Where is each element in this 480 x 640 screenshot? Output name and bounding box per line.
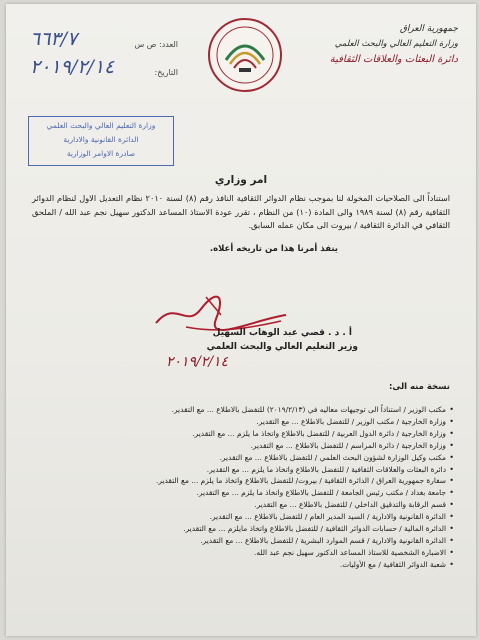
list-item: • الدائرة المالية / حسابات الدوائر الثقافية / للتفضل بالاطلاع واتخاذ مايلزم ... مع التقدير. [24,523,454,535]
list-item: • الدائرة القانونية والادارية / قسم الموارد البشرية / للتفضل بالاطلاع ... مع التقدير. [24,535,454,547]
stamp-line-3: صادرة الاوامر الوزارية [66,149,136,158]
reference-number: ٦٦٣/٧ [30,28,78,50]
list-item: • سفارة جمهورية العراق / الدائرة الثقافية / بيروت/ للتفضل بالاطلاع واتخاذ ما يلزم ... مع التقدير. [24,475,454,487]
stamp-line-1: وزارة التعليم العالي والبحث العلمي [46,121,156,130]
list-item: • قسم الرقابة والتدقيق الداخلي / للتفضل بالاطلاع ... مع التقدير. [24,499,454,511]
letterhead-right [330,22,458,67]
execution-clause: ينفذ أمرنا هذا من تاريخه أعلاه. [209,244,338,254]
list-item: • وزارة الخارجية / دائرة الدول العربية / للتفضل بالاطلاع واتخاذ ما يلزم ... مع التقدير. [24,428,454,440]
order-title: امر وزاري [214,174,268,186]
ministry-seal-logo [206,16,284,94]
list-item: • الدائرة القانونية والادارية / السيد المدير العام / للتفضل بالاطلاع ... مع التقدير. [24,511,454,523]
signer-block [207,326,358,354]
department-name: دائرة البعثات والعلاقات الثقافية [329,54,458,65]
ministry-name: وزارة التعليم العالي والبحث العلمي [334,39,458,49]
stamp-line-2: الدائرة القانونية والادارية [63,135,139,144]
document-page [6,4,476,636]
signer-name: أ . د . قصي عبد الوهاب السهيل [212,328,352,338]
reference-block [28,28,178,84]
list-item: • مكتب وكيل الوزارة لشؤون البحث العلمي / للتفضل بالاطلاع ... مع التقدير. [24,452,454,464]
list-item: • جامعة بغداد / مكتب رئيس الجامعة / للتفضل بالاطلاع واتخاذ ما يلزم ... مع التقدير. [24,487,454,499]
list-item: • شعبة الدوائر الثقافية / مع الأوليات. [24,559,454,571]
list-item: • الاضبارة الشخصية للاستاذ المساعد الدكتور سهيل نجم عبد الله. [24,547,454,559]
date-row [28,56,178,84]
issue-date: ٢٠١٩/٢/١٤ [30,56,115,78]
signature-date: ٢٠١٩/٢/١٤ [166,354,229,370]
copies-list [24,404,454,571]
list-item: • وزارة الخارجية / دائرة المراسم / للتفضل بالاطلاع ... مع التقدير. [24,440,454,452]
issuing-stamp [28,116,174,166]
reference-label: العدد: ص س [134,40,178,49]
list-item: • وزارة الخارجية / مكتب الوزير / للتفضل بالاطلاع ... مع التقدير. [24,416,454,428]
country-name: جمهورية العراق [399,24,458,34]
list-item: • مكتب الوزير / استناداً الى توجيهات معاليه في (٢٠١٩/٢/١٣) للتفضل بالاطلاع ... مع التقدير. [24,404,454,416]
list-item: • دائرة البعثات والعلاقات الثقافية / للتفضل بالاطلاع واتخاذ ما يلزم ... مع التقدير. [24,464,454,476]
copies-header: نسخة منه الى: [388,382,450,392]
signer-title: وزير التعليم العالي والبحث العلمي [206,342,358,352]
date-label: التاريخ: [154,68,178,77]
order-body: استناداً الى الصلاحيات المخولة لنا بموجب نظام الدوائر الثقافية النافذ رقم (٨) لسنة ٢٠١٠ نظام التعديل الاول لنظام الدوائر الثقافية رقم (٨) لسنة ١٩٨٩ والى المادة (١٠) من النظام ، تقرر عودة الاستاذ المساعد الدكتور سهيل نجم عبد الله / الملحق الثقافي في الدائرة الثقافية / بيروت الى مكان عمله السابق. [32,193,451,230]
reference-row [28,28,178,56]
